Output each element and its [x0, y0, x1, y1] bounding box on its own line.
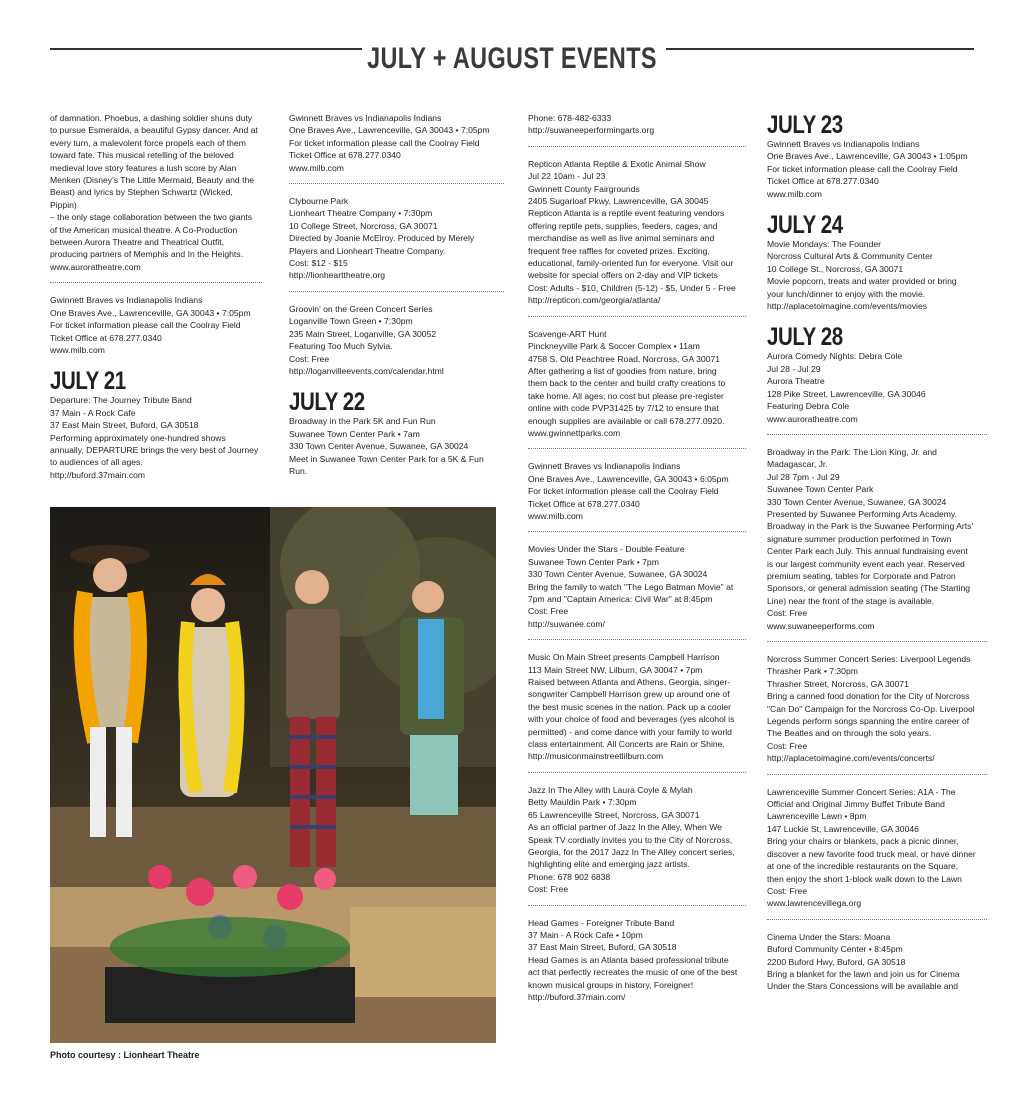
event-scavenge-art-hunt: Scavenge-ART Hunt Pinckneyville Park & Soccer Complex • 11am 4758 S. Old Peachtree Road, Norcross, GA 30071 After gathering a list of goodies from nature, bring them back to the center and build crafty creations to take home. All ages; no cost but please pre-register online with code PVP31425 by 7/12 to ensure that enough supplies are available or call 678.277.0920. www.gwinnettparks.com: [528, 328, 726, 438]
event-aurora-comedy: Aurora Comedy Nights: Debra Cole Jul 28 - Jul 29 Aurora Theatre 128 Pike Street, Lawrenceville, GA 30046 Featuring Debra Cole www.auroratheatre.com: [767, 351, 926, 424]
page-title: JULY + AUGUST EVENTS: [367, 42, 657, 75]
date-heading-july-28: JULY 28: [767, 323, 843, 352]
separator: [528, 905, 746, 906]
date-heading-july-24: JULY 24: [767, 211, 843, 240]
event-jazz-in-the-alley: Jazz In The Alley with Laura Coyle & Mylah Betty Mauldin Park • 7:30pm 65 Lawrenceville Street, Norcross, GA 30071 As an official partner of Jazz In the Alley, When We Speak TV cordially invites you to the City of Norcross, Georgia, for the 2017 Jazz In The Alley concert series, highlighting elite and emerging jazz artists. Phone: 678 902 6838 Cost: Free: [528, 784, 735, 895]
event-clybourne-park: Clybourne Park Lionheart Theatre Company • 7:30pm 10 College Street, Norcross, GA 30071 Directed by Joanie McElroy. Produced by Merely Players and Lionheart Theatre Company. Cost: $12 - $15 http://lionhearttheatre.org: [289, 196, 475, 281]
separator: [289, 291, 504, 292]
event-broadway-5k: Broadway in the Park 5K and Fun Run Suwanee Town Center Park • 7am 330 Town Center Avenue, Suwanee, GA 30024 Meet in Suwanee Town Center Park for a 5K & Fun Run.: [289, 416, 484, 476]
event-head-games: Head Games - Foreigner Tribute Band 37 Main - A Rock Cafe • 10pm 37 East Main Street, Buford, GA 30518 Head Games is an Atlanta based professional tribute act that perfectly recreates the music of one of the best known musical groups in history, Foreigner! http://buford.37main.com/: [528, 917, 738, 1002]
separator: [528, 448, 746, 449]
separator: [50, 282, 262, 283]
event-contact: Phone: 678-482-6333 http://suwaneeperformingarts.org: [528, 113, 655, 136]
separator: [528, 531, 746, 532]
separator: [528, 316, 746, 317]
event-movies-under-the-stars: Movies Under the Stars - Double Feature Suwanee Town Center Park • 7pm 330 Town Center Avenue, Suwanee, GA 30024 Bring the family to watch "The Lego Batman Movie" at 7pm and "Captain America: Civil War" at 8:45pm Cost: Free http://suwanee.com/: [528, 544, 734, 629]
event-cinema-moana: Cinema Under the Stars: Moana Buford Community Center • 8:45pm 2200 Buford Hwy, Buford, GA 30518 Bring a blanket for the lawn and join us for Cinema Under the Stars Concessions will be available and: [767, 931, 960, 992]
separator: [767, 434, 987, 435]
separator: [528, 772, 746, 773]
hunchback-description: of damnation. Phoebus, a dashing soldier shuns duty to pursue Esmeralda, a beautiful Gypsy dancer. And at every turn, a malevolent force propels each of them toward fate. This musical retelling of the beloved medieval love story features a lush score by Alan Menken (Disney's The Little Mermaid, Beauty and the Beast) and lyrics by Stephen Schwartz (Wicked, Pippin) – the only stage collaboration between the two giants of the American musical theatre. A Co-Production between Aurora Theatre and Theatrical Outfit, producing partners of Memphis and In the Heights. www.auroratheatre.com: [50, 113, 258, 272]
event-movie-mondays: Movie Mondays: The Founder Norcross Cultural Arts & Community Center 10 College St., Norcross, GA 30071 Movie popcorn, treats and water provided or bring your lunch/dinner to enjoy with the movie. http://aplacetoimagine.com/events/movies: [767, 239, 957, 312]
event-braves-jul20: Gwinnett Braves vs Indianapolis Indians One Braves Ave., Lawrenceville, GA 30043 • 7:05pm For ticket information please call the Coolray Field Ticket Office at 678.277.0340 www.milb.com: [50, 295, 251, 355]
separator: [767, 919, 987, 920]
event-music-on-main: Music On Main Street presents Campbell Harrison 113 Main Street NW, Lilburn, GA 30047 • 7pm Raised between Atlanta and Athens, Georgia, singer- songwriter Campbell Harrison grew up around one of the best music scenes in the nation. Pack up a cooler with your choice of food and beverages (yes alcohol is permitted) - and come dance with your family to world class entertainment. All Concerts are Rain or Shine. http://musiconmainstreetlilburn.com: [528, 652, 735, 762]
separator: [289, 183, 504, 184]
event-broadway-lion-king: Broadway in the Park: The Lion King, Jr. and Madagascar, Jr. Jul 28 7pm - Jul 29 Suwanee Town Center Park 330 Town Center Avenue, Suwanee, GA 30024 Presented by Suwanee Performing Arts Academy. Broadway in the Park is the Suwanee Performing Arts' signature summer production performed in Town Center Park each July. This annual fundraising event is our largest community event each year. Reserved premium seating, tables for Corporate and Patron Sponsors, or general admission seating (The Starting Line) near the front of the stage is available. Cost: Free www.suwaneeperforms.com: [767, 446, 974, 631]
date-heading-july-23: JULY 23: [767, 111, 843, 139]
event-lawrenceville-concert: Lawrenceville Summer Concert Series: A1A - The Official and Original Jimmy Buffet Tribute Band Lawrenceville Lawn • 8pm 147 Luckie St, Lawrenceville, GA 30046 Bring your chairs or blankets, pack a picnic dinner, discover a new favorite food truck meal, or have dinner at one of the incredible restaurants on the Square, then enjoy the short 1-block walk down to the Lawn Cost: Free www.lawrencevillega.org: [767, 786, 976, 909]
separator: [528, 146, 746, 147]
photo-caption: Photo courtesy : Lionheart Theatre: [50, 1050, 200, 1060]
event-groovin-on-the-green: Groovin' on the Green Concert Series Loganville Town Green • 7:30pm 235 Main Street, Loganville, GA 30052 Featuring Too Much Sylvia. Cost: Free http://loganvilleevents.com/calendar.html: [289, 303, 444, 376]
column-4: [767, 104, 987, 993]
event-departure: Departure: The Journey Tribute Band 37 Main - A Rock Cafe 37 East Main Street, Buford, GA 30518 Performing approximately one-hundred shows annually, DEPARTURE brings the very best of Journey to audiences of all ages. http://buford.37main.com: [50, 395, 259, 480]
event-photo: [50, 507, 496, 1043]
separator: [767, 641, 987, 642]
date-heading-july-21: JULY 21: [50, 367, 126, 396]
event-braves-jul21: Gwinnett Braves vs Indianapolis Indians One Braves Ave., Lawrenceville, GA 30043 • 7:05pm For ticket information please call the Coolray Field Ticket Office at 678.277.0340 www.milb.com: [289, 113, 490, 173]
column-1: [50, 112, 262, 481]
separator: [767, 774, 987, 775]
column-3: [528, 112, 746, 1003]
separator: [528, 639, 746, 640]
event-braves-jul22: Gwinnett Braves vs Indianapolis Indians One Braves Ave., Lawrenceville, GA 30043 • 6:05pm For ticket information please call the Coolray Field Ticket Office at 678.277.0340 www.milb.com: [528, 461, 729, 521]
column-2: [289, 112, 504, 477]
event-braves-jul23: Gwinnett Braves vs Indianapolis Indians One Braves Ave., Lawrenceville, GA 30043 • 1:05pm For ticket information please call the Coolray Field Ticket Office at 678.277.0340 www.milb.com: [767, 139, 968, 199]
event-repticon: Repticon Atlanta Reptile & Exotic Animal Show Jul 22 10am - Jul 23 Gwinnett County Fairgrounds 2405 Sugarloaf Pkwy, Lawrenceville, GA 30045 Repticon Atlanta is a reptile event featuring vendors offering reptile pets, supplies, feeders, cages, and merchandise as well as live animal seminars and frequent free raffles for coveted prizes. Exciting, educational, family-oriented fun for everyone. Visit our website for special offers on 2-day and VIP tickets Cost: Adults - $10, Children (5-12) - $5, Under 5 - Free http://repticon.com/georgia/atlanta/: [528, 158, 736, 306]
date-heading-july-22: JULY 22: [289, 388, 365, 417]
event-norcross-concert: Norcross Summer Concert Series: Liverpool Legends Thrasher Park • 7:30pm Thrasher Street, Norcross, GA 30071 Bring a canned food donation for the City of Norcross "Can Do" Campaign for the Norcross Co-Op. Liverpool Legends perform songs spanning the entire career of The Beatles and on through the solo years. Cost: Free http://aplacetoimagine.com/events/concerts/: [767, 654, 975, 764]
